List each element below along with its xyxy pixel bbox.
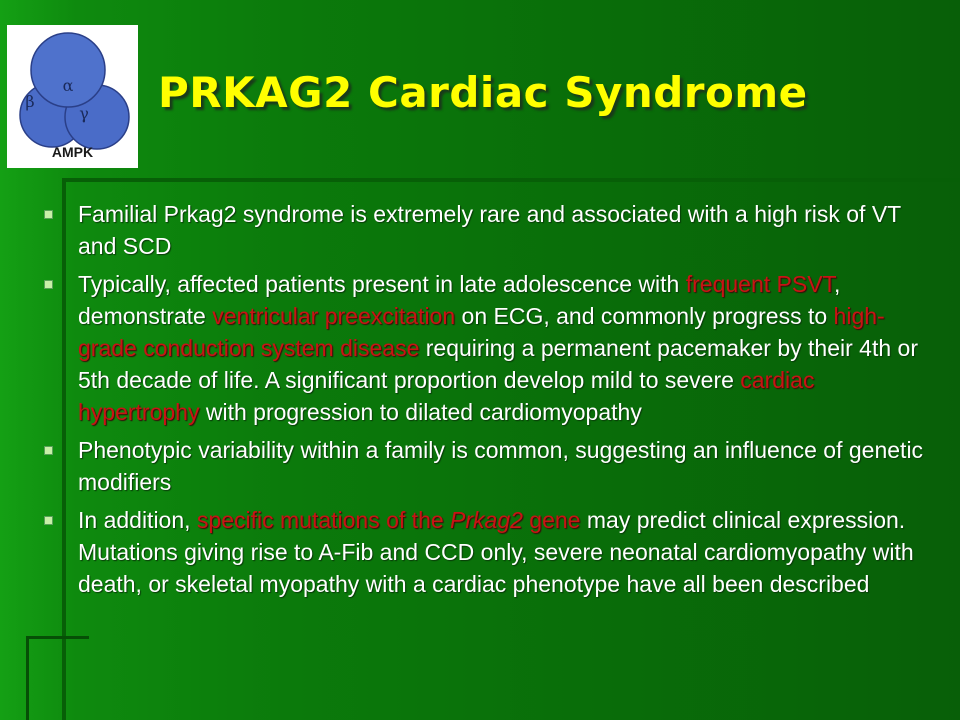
ampk-logo xyxy=(7,25,138,168)
bullet-text: Phenotypic variability within a family is common, suggesting an influence of genetic modifiers xyxy=(78,437,924,495)
highlight-text: gene xyxy=(522,507,581,533)
bullet-text: on ECG, and commonly progress to xyxy=(455,303,834,329)
bullet-text: Familial Prkag2 syndrome is extremely rare and associated with a high risk of VT and SCD xyxy=(78,201,901,259)
bullet-marker-icon xyxy=(44,516,53,525)
bullet-text: , demonstrate xyxy=(78,271,841,329)
highlight-text: frequent PSVT xyxy=(685,271,835,297)
highlight-text: ventricular preexcitation xyxy=(212,303,456,329)
frame-line-horizontal xyxy=(62,178,960,182)
bullet-item xyxy=(40,504,930,600)
bullet-text: In addition, xyxy=(78,507,197,533)
bullet-marker-icon xyxy=(44,280,53,289)
bullet-item xyxy=(40,434,930,498)
bullet-text: requiring a permanent pacemaker by their 4th or 5th decade of life. A significant proportion develop mild to severe xyxy=(78,335,918,393)
slide-title: PRKAG2 Cardiac Syndrome xyxy=(158,68,808,117)
logo-label: AMPK xyxy=(51,144,94,160)
beta-label: β xyxy=(25,92,35,111)
bullet-marker-icon xyxy=(44,210,53,219)
alpha-label: α xyxy=(62,76,74,95)
gamma-label: γ xyxy=(79,104,89,123)
bullet-text: with progression to dilated cardiomyopathy xyxy=(199,399,642,425)
highlight-text: specific mutations of the xyxy=(196,507,451,533)
highlight-italic-text: Prkag2 xyxy=(450,507,523,533)
bullet-item xyxy=(40,198,930,262)
bullet-marker-icon xyxy=(44,446,53,455)
bullet-text: may predict clinical expression. Mutations giving rise to A-Fib and CCD only, severe neonatal cardiomyopathy with death, or skeletal myopathy with a cardiac phenotype have all been described xyxy=(78,507,914,597)
bullet-text: Typically, affected patients present in late adolescence with xyxy=(78,271,686,297)
bullet-item xyxy=(40,268,930,428)
bullet-list xyxy=(40,198,930,606)
highlight-text: high-grade conduction system disease xyxy=(78,303,885,361)
alpha-subunit-circle xyxy=(31,33,105,107)
highlight-text: cardiac hypertrophy xyxy=(78,367,815,425)
frame-corner-box xyxy=(26,636,89,720)
